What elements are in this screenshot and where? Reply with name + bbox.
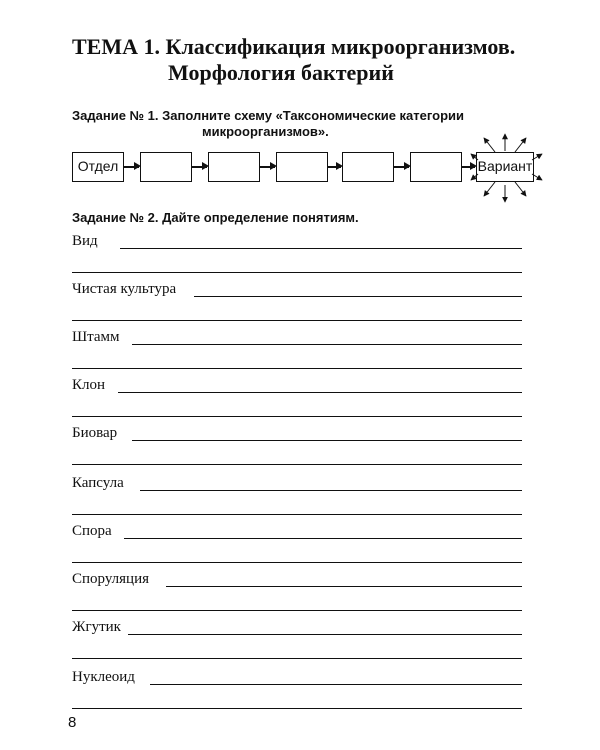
answer-line[interactable] (150, 684, 522, 685)
page-number: 8 (68, 714, 77, 731)
term-label: Чистая культура (72, 281, 182, 298)
scheme-arrow (260, 166, 275, 168)
answer-line[interactable] (72, 272, 522, 273)
answer-line[interactable] (72, 708, 522, 709)
scheme-blank-box-4[interactable] (342, 152, 394, 182)
term-label: Спора (72, 523, 118, 540)
task-1-instruction (72, 108, 522, 140)
term-label: Споруляция (72, 571, 155, 588)
term-label: Нуклеоид (72, 669, 141, 686)
answer-line[interactable] (72, 562, 522, 563)
radiating-arrows-icon (470, 130, 545, 205)
answer-line[interactable] (72, 464, 522, 465)
answer-line[interactable] (72, 416, 522, 417)
task-1-text-line-2: микроорганизмов». (202, 124, 329, 139)
answer-line[interactable] (132, 344, 522, 345)
answer-line[interactable] (118, 392, 522, 393)
task-2-instruction: Задание № 2. Дайте определение понятиям. (72, 210, 359, 225)
term-label: Штамм (72, 329, 126, 346)
answer-line[interactable] (140, 490, 522, 491)
answer-line[interactable] (124, 538, 522, 539)
scheme-box-variant: Вариант (476, 152, 534, 182)
term-label: Клон (72, 377, 111, 394)
answer-line[interactable] (72, 658, 522, 659)
scheme-blank-box-3[interactable] (276, 152, 328, 182)
page-title (72, 34, 572, 86)
term-label: Вид (72, 233, 104, 250)
answer-line[interactable] (194, 296, 522, 297)
answer-line[interactable] (72, 514, 522, 515)
page-title-line-1: ТЕМА 1. Классификация микроорганизмов. (72, 34, 516, 59)
page-title-line-2: Морфология бактерий (168, 60, 394, 85)
scheme-arrow (192, 166, 207, 168)
term-label: Капсула (72, 475, 130, 492)
answer-line[interactable] (72, 368, 522, 369)
scheme-blank-box-5[interactable] (410, 152, 462, 182)
term-label: Биовар (72, 425, 123, 442)
scheme-blank-box-1[interactable] (140, 152, 192, 182)
answer-line[interactable] (120, 248, 522, 249)
scheme-arrow (328, 166, 341, 168)
scheme-arrow (394, 166, 409, 168)
scheme-arrow (124, 166, 139, 168)
task-1-text-line-1: Задание № 1. Заполните схему «Таксономические категории (72, 108, 464, 123)
term-label: Жгутик (72, 619, 127, 636)
answer-line[interactable] (128, 634, 522, 635)
answer-line[interactable] (166, 586, 522, 587)
answer-line[interactable] (72, 610, 522, 611)
answer-line[interactable] (132, 440, 522, 441)
scheme-box-division: Отдел (72, 152, 124, 182)
answer-line[interactable] (72, 320, 522, 321)
scheme-blank-box-2[interactable] (208, 152, 260, 182)
